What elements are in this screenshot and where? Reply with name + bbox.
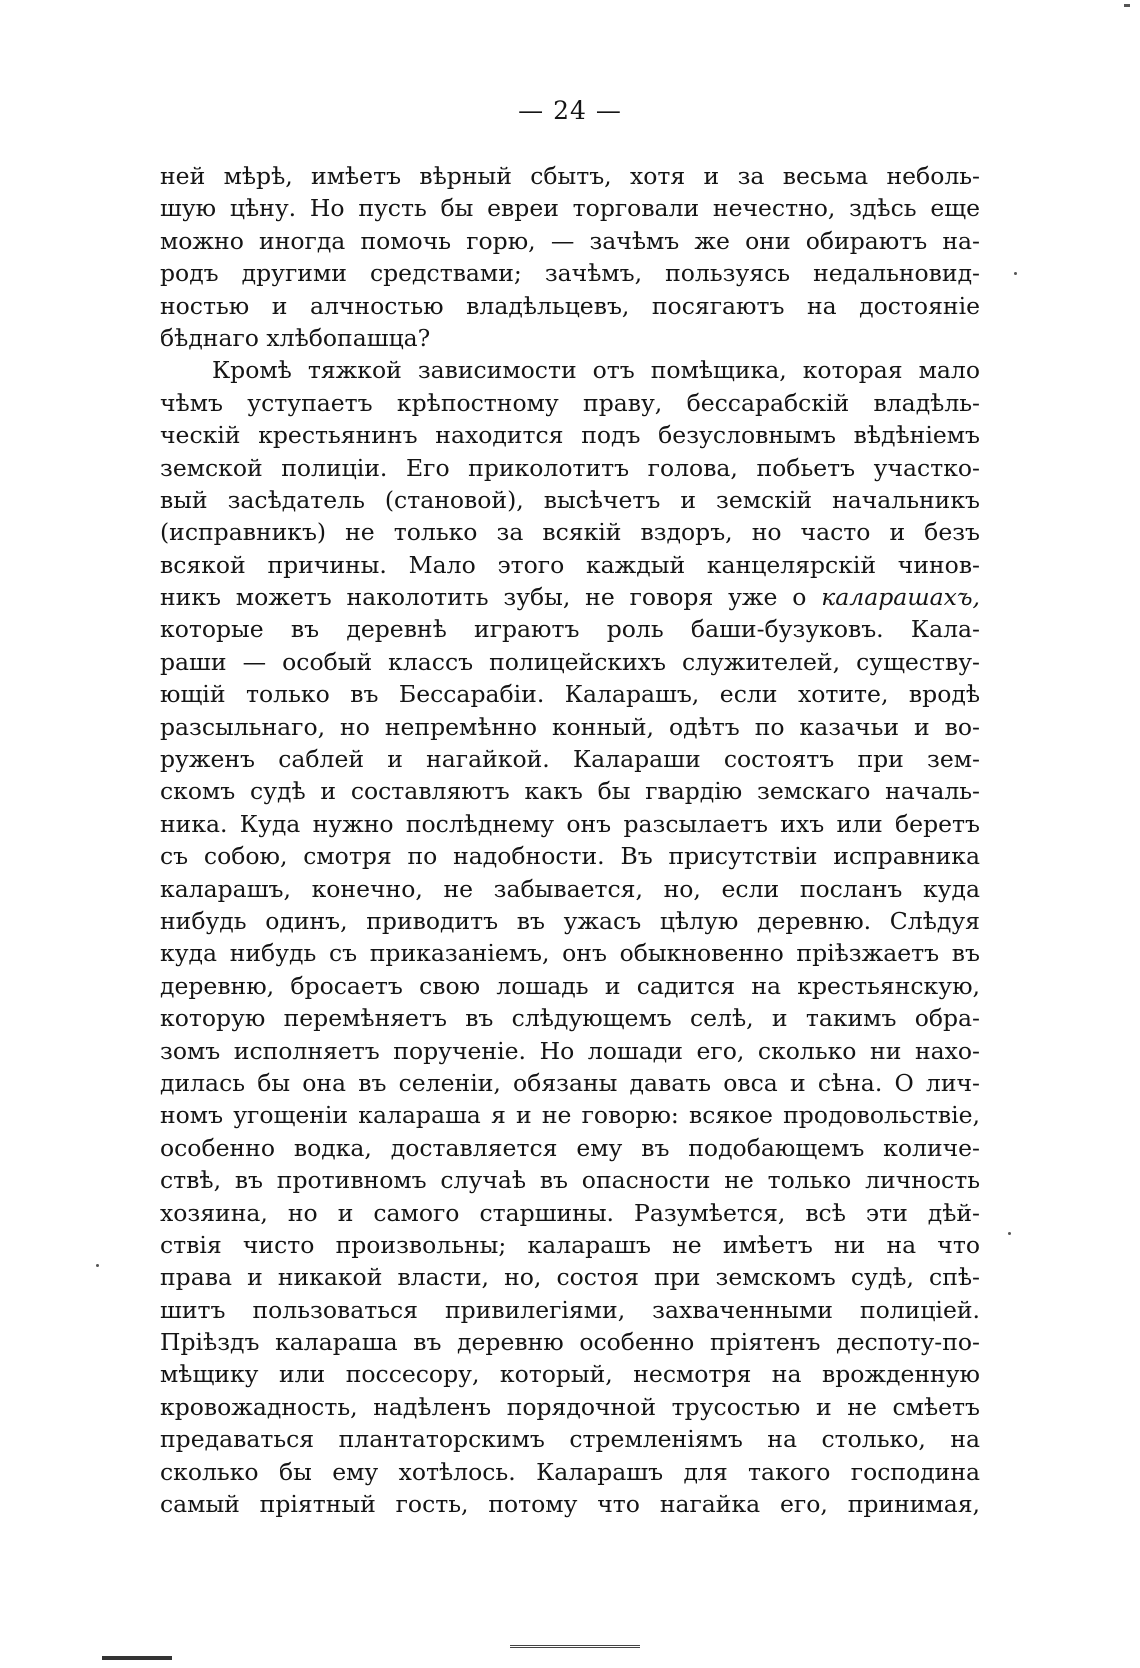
text-line: которые въ деревнѣ играютъ роль баши-бузуковъ. Кала- [160, 615, 980, 644]
text-line: разсыльнаго, но непремѣнно конный, одѣтъ по казачьи и во- [160, 712, 980, 741]
scan-edge-mark [102, 1656, 172, 1660]
text-line: родъ другими средствами; зачѣмъ, пользуясь недальновид- [160, 259, 980, 288]
text-line: хозяина, но и самого старшины. Разумѣется, всѣ эти дѣй- [160, 1198, 980, 1227]
text-line: которую перемѣняетъ въ слѣдующемъ селѣ, и такимъ обра- [160, 1004, 980, 1033]
text-line: права и никакой власти, но, состоя при земскомъ судѣ, спѣ- [160, 1263, 980, 1292]
text-line: дилась бы она въ селеніи, обязаны давать овса и сѣна. О лич- [160, 1068, 980, 1097]
text-line: вый засѣдатель (становой), высѣчетъ и земскій начальникъ [160, 485, 980, 514]
text-line: ствѣ, въ противномъ случаѣ въ опасности не только личность [160, 1166, 980, 1195]
text-line: съ собою, смотря по надобности. Въ присутствіи исправника [160, 842, 980, 871]
text-line: ческій крестьянинъ находится подъ безусловнымъ вѣдѣніемъ [160, 421, 980, 450]
scan-speck [1014, 272, 1017, 275]
text-line: деревню, бросаетъ свою лошадь и садится на крестьянскую, [160, 971, 980, 1000]
text-line: ней мѣрѣ, имѣетъ вѣрный сбытъ, хотя и за весьма неболь- [160, 162, 980, 190]
text-line: мѣщику или поссесору, который, несмотря на врожденную [160, 1360, 980, 1389]
text-line: ностью и алчностью владѣльцевъ, посягаютъ на достояніе [160, 291, 980, 320]
text-line: шитъ пользоваться привилегіями, захваченными полиціей. [160, 1295, 980, 1324]
italic-word: каларашахъ, [821, 583, 980, 612]
text-line: земской полиціи. Его приколотитъ голова, побьетъ участко- [160, 453, 980, 482]
text-line: ющій только въ Бессарабіи. Каларашъ, если хотите, вродѣ [160, 680, 980, 709]
text-line: ствія чисто произвольны; каларашъ не имѣетъ ни на что [160, 1230, 980, 1259]
text-line: скомъ судѣ и составляютъ какъ бы гвардію земскаго началь- [160, 777, 980, 806]
text-line: руженъ саблей и нагайкой. Калараши состоятъ при зем- [160, 745, 980, 774]
text-line: нибудь одинъ, приводитъ въ ужасъ цѣлую деревню. Слѣдуя [160, 906, 980, 935]
scan-speck [1008, 1232, 1011, 1235]
text-line: раши — особый классъ полицейскихъ служителей, существу- [160, 647, 980, 676]
text-line: номъ угощеніи калараша я и не говорю: всякое продовольствіе, [160, 1101, 980, 1130]
text-line: ника. Куда нужно послѣднему онъ разсылаетъ ихъ или беретъ [160, 809, 980, 838]
text-line: бѣднаго хлѣбопашца? [160, 323, 431, 352]
text-line: предаваться плантаторскимъ стремленіямъ на столько, на [160, 1425, 980, 1454]
text-line: самый пріятный гость, потому что нагайка его, принимая, [160, 1490, 980, 1519]
text-line: кровожадность, надѣленъ порядочной трусостью и не смѣетъ [160, 1392, 980, 1421]
text-line-with-italic [160, 581, 980, 613]
page-number: — 24 — [518, 96, 622, 125]
text-line: зомъ исполняетъ порученіе. Но лошади его, сколько ни нахо- [160, 1036, 980, 1065]
text-line: куда нибудь съ приказаніемъ, онъ обыкновенно пріѣзжаетъ въ [160, 939, 980, 968]
scan-speck [96, 1264, 99, 1267]
paragraph-first-line: Кромѣ тяжкой зависимости отъ помѣщика, которая мало [212, 356, 980, 385]
bottom-rule [510, 1645, 640, 1648]
text-line: (исправникъ) не только за всякій вздоръ, но часто и безъ [160, 518, 980, 547]
text-line: каларашъ, конечно, не забывается, но, если посланъ куда [160, 874, 980, 903]
text-line: особенно водка, доставляется ему въ подобающемъ количе- [160, 1133, 980, 1162]
text-line: можно иногда помочь горю, — зачѣмъ же они обираютъ на- [160, 226, 980, 255]
text-line: сколько бы ему хотѣлось. Каларашъ для такого господина [160, 1457, 980, 1486]
text-line: Пріѣздъ калараша въ деревню особенно пріятенъ деспоту-по- [160, 1328, 980, 1357]
text-line: всякой причины. Мало этого каждый канцелярскій чинов- [160, 550, 980, 579]
text-line: чѣмъ уступаетъ крѣпостному праву, бессарабскій владѣль- [160, 388, 980, 417]
scan-corner-mark [1124, 4, 1130, 7]
text-line-segment: никъ можетъ наколотить зубы, не говоря уже о [160, 583, 807, 612]
text-line: шую цѣну. Но пусть бы евреи торговали нечестно, здѣсь еще [160, 194, 980, 223]
body-text [160, 160, 980, 1520]
